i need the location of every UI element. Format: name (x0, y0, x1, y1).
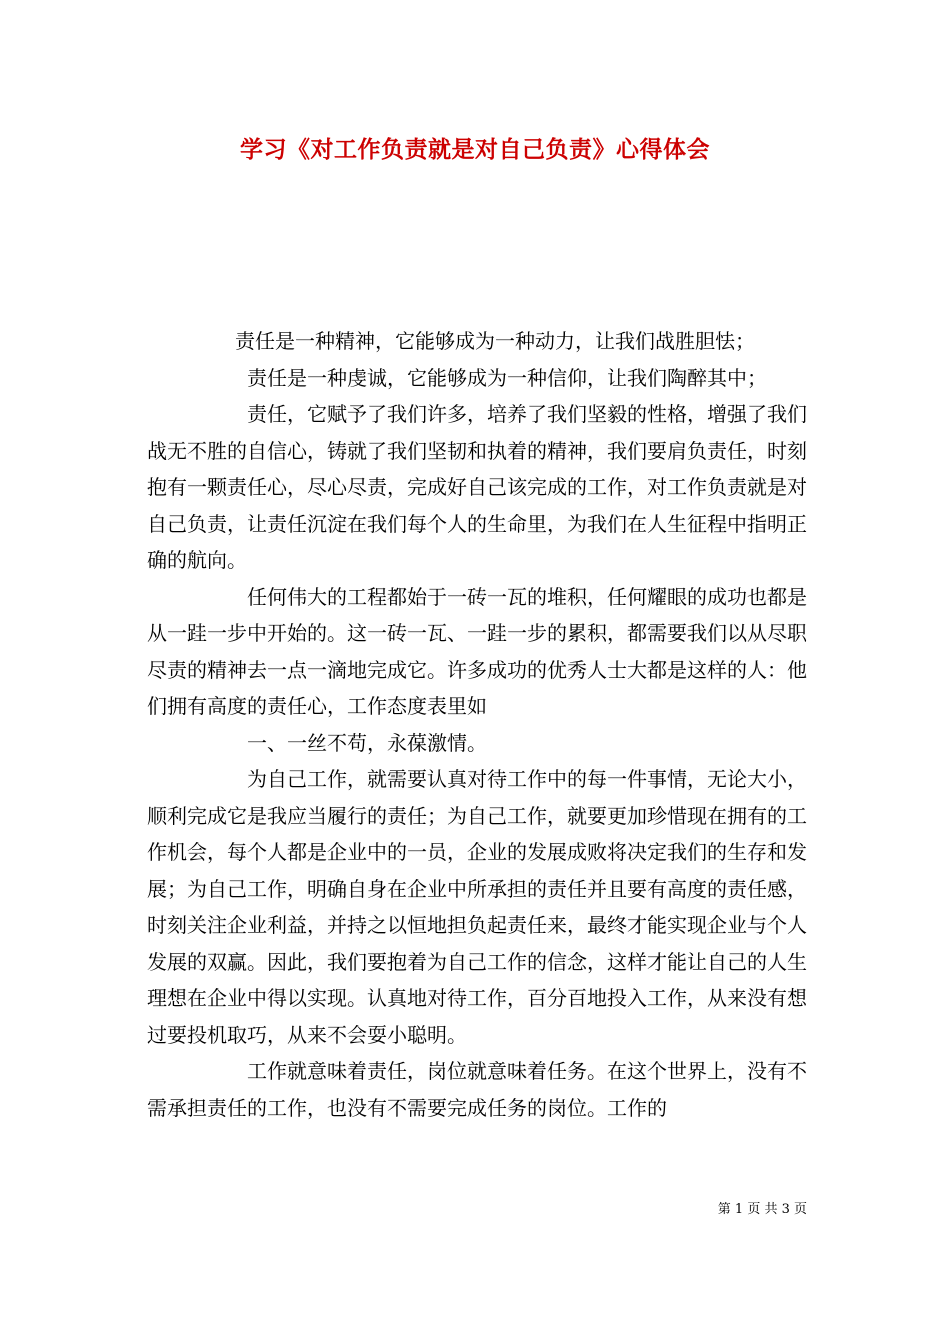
document-body (147, 323, 807, 1126)
paragraph: 责任是一种精神，它能够成为一种动力，让我们战胜胆怯； (235, 329, 755, 353)
paragraph: 责任，它赋予了我们许多，培养了我们坚毅的性格，增强了我们战无不胜的自信心，铸就了我们坚韧和执着的精神，我们要肩负责任，时刻抱有一颗责任心，尽心尽责，完成好自己该完成的工作，对工作负责就是对自己负责，让责任沉淀在我们每个人的生命里，为我们在人生征程中指明正确的航向。 (147, 402, 807, 572)
document-title: 学习《对工作负责就是对自己负责》心得体会 (240, 136, 710, 163)
section-heading: 一、一丝不苟，永葆激情。 (247, 730, 487, 755)
paragraph: 为自己工作，就需要认真对待工作中的每一件事情，无论大小，顺利完成它是我应当履行的责任；为自己工作，就要更加珍惜现在拥有的工作机会，每个人都是企业中的一员，企业的发展成败将决定我们的生存和发展；为自己工作，明确自身在企业中所承担的责任并且要有高度的责任感，时刻关注企业利益，并持之以恒地担负起责任来，最终才能实现企业与个人发展的双赢。因此，我们要抱着为自己工作的信念，这样才能让自己的人生理想在企业中得以实现。认真地对待工作，百分百地投入工作，从来没有想过要投机取巧，从来不会耍小聪明。 (147, 767, 807, 1047)
paragraph: 工作就意味着责任，岗位就意味着任务。在这个世界上，没有不需承担责任的工作，也没有不需要完成任务的岗位。工作的 (147, 1059, 807, 1120)
paragraph: 任何伟大的工程都始于一砖一瓦的堆积，任何耀眼的成功也都是从一跬一步中开始的。这一砖一瓦、一跬一步的累积，都需要我们以从尽职尽责的精神去一点一滴地完成它。许多成功的优秀人士大都是这样的人：他们拥有高度的责任心，工作态度表里如 (147, 584, 807, 718)
paragraph: 责任是一种虔诚，它能够成为一种信仰，让我们陶醉其中； (247, 365, 767, 390)
page-number-footer: 第 1 页 共 3 页 (717, 1202, 807, 1217)
